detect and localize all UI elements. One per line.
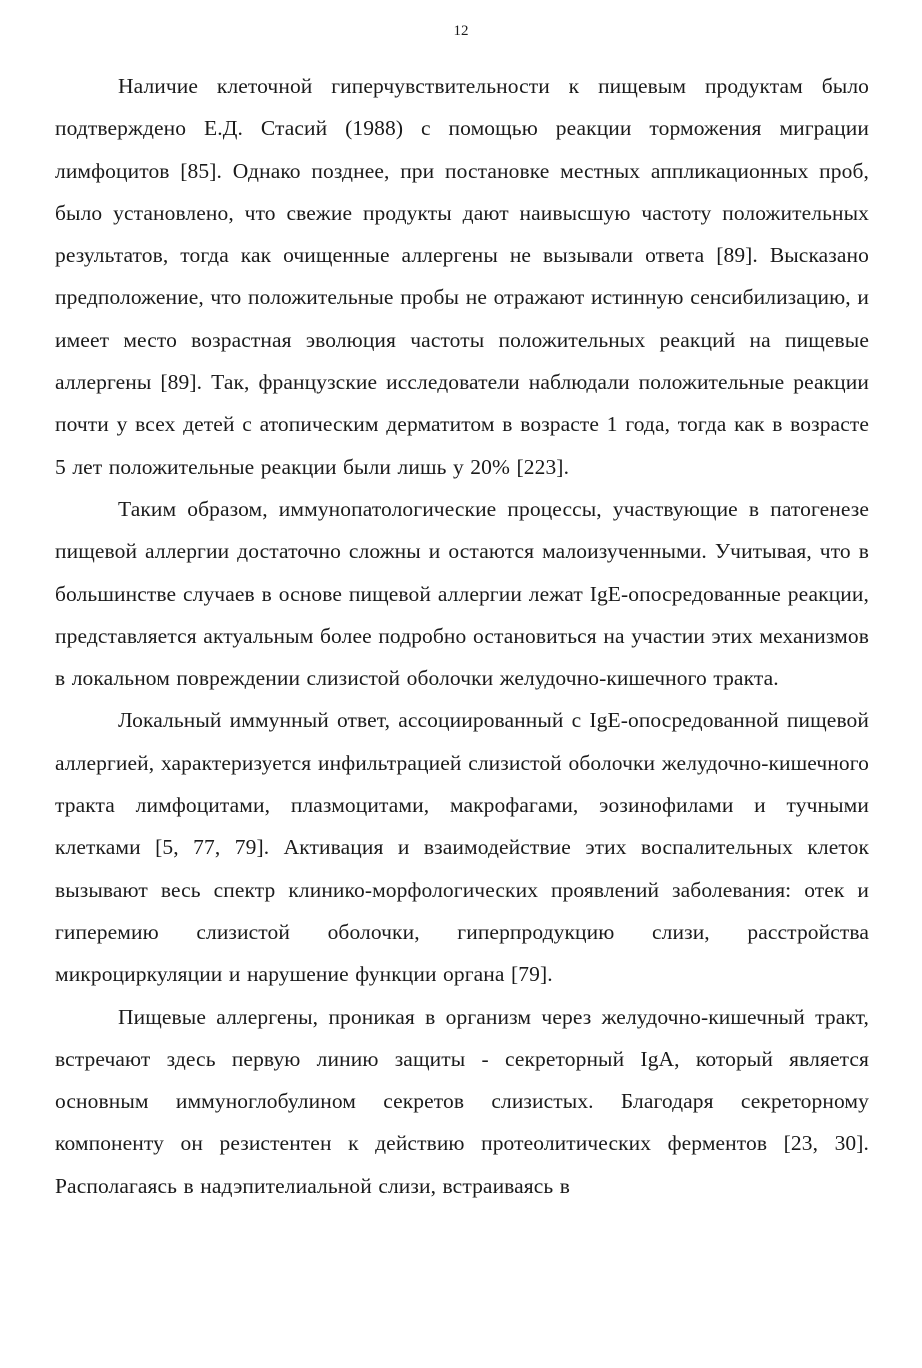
paragraph-1: Наличие клеточной гиперчувствительности к пищевым продуктам было подтверждено Е.Д. Стасий (1988) с помощью реакции торможения миграции лимфоцитов [85]. Однако позднее, при постановке местных аппликационных проб, было установлено, что свежие продукты дают наивысшую частоту положительных результатов, тогда как очищенные аллергены не вызывали ответа [89]. Высказано предположение, что положительные пробы не отражают истинную сенсибилизацию, и имеет место возрастная эволюция частоты положительных реакций на пищевые аллергены [89]. Так, французские исследователи наблюдали положительные реакции почти у всех детей с атопическим дерматитом в возрасте 1 года, тогда как в возрасте 5 лет положительные реакции были лишь у 20% [223].: [55, 74, 869, 479]
paragraph-3: Локальный иммунный ответ, ассоциированный с IgE-опосредованной пищевой аллергией, характеризуется инфильтрацией слизистой оболочки желудочно-кишечного тракта лимфоцитами, плазмоцитами, макрофагами, эозинофилами и тучными клетками [5, 77, 79]. Активация и взаимодействие этих воспалительных клеток вызывают весь спектр клинико-морфологических проявлений заболевания: отек и гиперемию слизистой оболочки, гиперпродукцию слизи, расстройства микроциркуляции и нарушение функции органа [79].: [55, 708, 869, 987]
paragraph-2: Таким образом, иммунопатологические процессы, участвующие в патогенезе пищевой аллергии достаточно сложны и остаются малоизученными. Учитывая, что в большинстве случаев в основе пищевой аллергии лежат IgE-опосредованные реакции, представляется актуальным более подробно остановиться на участии этих механизмов в локальном повреждении слизистой оболочки желудочно-кишечного тракта.: [55, 496, 869, 691]
document-body: [55, 65, 869, 1207]
page-number: 12: [453, 23, 469, 39]
paragraph-4: Пищевые аллергены, проникая в организм через желудочно-кишечный тракт, встречают здесь первую линию защиты - секреторный IgA, который является основным иммуноглобулином секретов слизистых. Благодаря секреторному компоненту он резистентен к действию протеолитических ферментов [23, 30]. Располагаясь в надэпителиальной слизи, встраиваясь в: [55, 1004, 869, 1198]
